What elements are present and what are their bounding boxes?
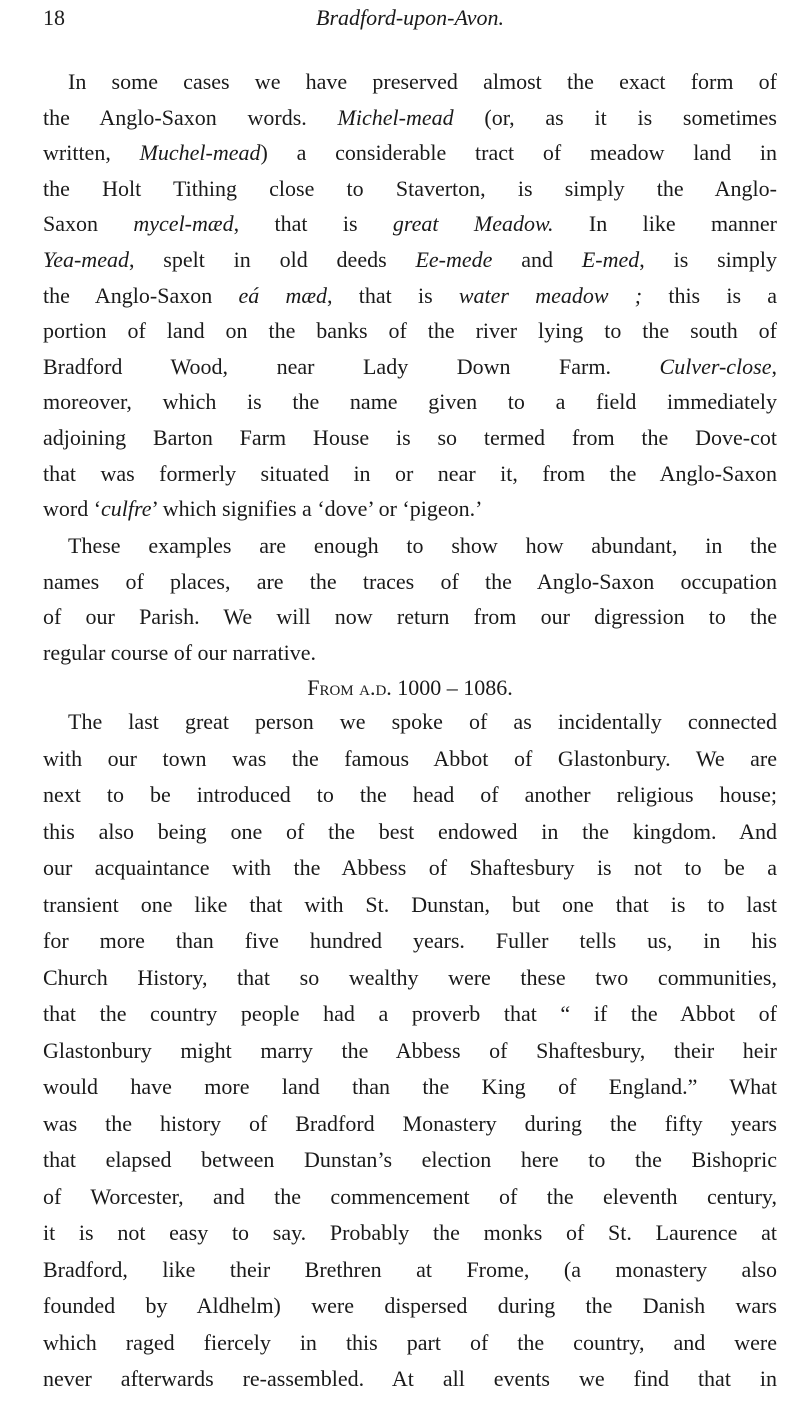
text-segment: and bbox=[492, 246, 582, 272]
text-line bbox=[43, 960, 777, 997]
text-line bbox=[43, 278, 777, 314]
text-segment: regular course of our narrative. bbox=[43, 639, 317, 665]
text-line bbox=[43, 1361, 777, 1398]
text-line bbox=[43, 887, 777, 924]
italic-term: water meadow ; bbox=[458, 282, 643, 308]
text-line bbox=[43, 1069, 777, 1106]
italic-term: Ee-mede bbox=[415, 246, 493, 272]
paragraph-2 bbox=[43, 528, 777, 670]
text-segment: this is a bbox=[642, 282, 777, 308]
text-segment: , that is bbox=[233, 211, 393, 237]
italic-term: Culver-close bbox=[659, 353, 772, 379]
text-line bbox=[43, 741, 777, 778]
text-segment: , is simply bbox=[639, 246, 777, 272]
text-segment: of our Parish. We will now return from our digression to the bbox=[43, 604, 777, 630]
text-segment: transient one like that with St. Dunstan, but one that is to last bbox=[43, 891, 777, 917]
text-segment: with our town was the famous Abbot of Glastonbury. We are bbox=[43, 745, 777, 771]
text-line bbox=[43, 850, 777, 887]
page-number: 18 bbox=[43, 5, 65, 30]
text-line bbox=[43, 564, 777, 600]
text-segment: In some cases we have preserved almost the exact form of bbox=[68, 69, 777, 94]
text-line bbox=[43, 1288, 777, 1325]
text-segment: that elapsed between Dunstan’s election here to the Bishopric bbox=[43, 1147, 777, 1172]
text-segment: which raged fiercely in this part of the country, and were bbox=[43, 1329, 777, 1355]
text-segment: moreover, which is the name given to a field immediately bbox=[43, 389, 777, 415]
text-segment: (or, as it is sometimes bbox=[453, 104, 777, 130]
italic-term: culfre bbox=[101, 496, 152, 522]
text-segment: Church History, that so wealthy were these two communities, bbox=[43, 964, 777, 990]
text-line bbox=[43, 64, 777, 100]
text-segment: word ‘ bbox=[43, 496, 102, 522]
text-segment: the Holt Tithing close to Staverton, is simply the Anglo- bbox=[43, 175, 777, 201]
text-line bbox=[43, 100, 777, 136]
text-segment: written, bbox=[43, 140, 140, 166]
text-segment: next to be introduced to the head of another religious house; bbox=[43, 782, 777, 807]
text-line bbox=[43, 171, 777, 207]
text-segment: never afterwards re-assembled. At all events we find that in bbox=[43, 1366, 777, 1391]
italic-term: great Meadow. bbox=[392, 211, 554, 237]
text-segment: names of places, are the traces of the Anglo-Saxon occupation bbox=[43, 568, 777, 594]
text-segment: Glastonbury might marry the Abbess of Shaftesbury, their heir bbox=[43, 1037, 777, 1063]
text-line bbox=[43, 1179, 777, 1216]
text-line bbox=[43, 923, 777, 960]
text-segment: , bbox=[771, 353, 777, 379]
text-segment: In like manner bbox=[553, 211, 777, 237]
italic-term: E-med bbox=[581, 246, 640, 272]
text-segment: ’ which signifies a ‘dove’ or ‘pigeon.’ bbox=[151, 496, 483, 522]
text-segment: that was formerly situated in or near it, from the Anglo-Saxon bbox=[43, 460, 777, 486]
text-line bbox=[43, 704, 777, 741]
italic-term: Muchel-mead bbox=[139, 140, 261, 166]
italic-term: Michel-mead bbox=[337, 104, 454, 130]
text-line bbox=[43, 1252, 777, 1289]
italic-term: Yea-mead bbox=[43, 246, 129, 272]
text-segment: our acquaintance with the Abbess of Shaftesbury is not to be a bbox=[43, 855, 777, 880]
text-line bbox=[43, 491, 777, 527]
italic-term: eá mæd bbox=[238, 282, 328, 308]
text-line bbox=[43, 1106, 777, 1143]
text-line bbox=[43, 635, 777, 671]
text-segment: this also being one of the best endowed in the kingdom. And bbox=[43, 818, 777, 844]
text-segment: would have more land than the King of England.” What bbox=[43, 1074, 777, 1099]
italic-term: mycel-mæd bbox=[133, 211, 234, 237]
text-segment: Saxon bbox=[43, 211, 134, 237]
text-segment: The last great person we spoke of as incidentally connected bbox=[68, 709, 777, 734]
text-segment: , spelt in old deeds bbox=[128, 246, 416, 272]
text-segment: These examples are enough to show how abundant, in the bbox=[68, 533, 777, 558]
text-segment: that the country people had a proverb that “ if the Abbot of bbox=[43, 1001, 777, 1026]
text-line bbox=[43, 242, 777, 278]
text-segment: founded by Aldhelm) were dispersed during the Danish wars bbox=[43, 1293, 777, 1318]
text-segment: the Anglo-Saxon bbox=[43, 282, 239, 308]
text-segment: for more than five hundred years. Fuller tells us, in his bbox=[43, 928, 777, 953]
text-line bbox=[43, 528, 777, 564]
text-line bbox=[43, 777, 777, 814]
text-segment: Bradford Wood, near Lady Down Farm. bbox=[43, 353, 660, 379]
text-line bbox=[43, 1142, 777, 1179]
text-line bbox=[43, 814, 777, 851]
text-line bbox=[43, 1033, 777, 1070]
text-line bbox=[43, 349, 777, 385]
text-segment: , that is bbox=[327, 282, 459, 308]
text-line bbox=[43, 313, 777, 349]
text-line bbox=[43, 599, 777, 635]
text-line bbox=[43, 1215, 777, 1252]
text-line bbox=[43, 1325, 777, 1362]
text-segment: ) a considerable tract of meadow land in bbox=[260, 140, 777, 166]
text-line bbox=[43, 996, 777, 1033]
text-segment: of Worcester, and the commencement of the eleventh century, bbox=[43, 1183, 777, 1209]
text-segment: portion of land on the banks of the river lying to the south of bbox=[43, 318, 777, 344]
running-title: Bradford-upon-Avon. bbox=[316, 5, 504, 30]
text-line bbox=[43, 456, 777, 492]
text-segment: it is not easy to say. Probably the monks of St. Laurence at bbox=[43, 1220, 777, 1245]
paragraph-3 bbox=[43, 704, 777, 1398]
text-segment: was the history of Bradford Monastery during the fifty years bbox=[43, 1110, 777, 1136]
text-line bbox=[43, 206, 777, 242]
text-line bbox=[43, 135, 777, 171]
text-line bbox=[43, 384, 777, 420]
text-line bbox=[43, 420, 777, 456]
paragraph-1 bbox=[43, 64, 777, 527]
text-segment: adjoining Barton Farm House is so termed from the Dove-cot bbox=[43, 424, 777, 450]
text-segment: Bradford, like their Brethren at Frome, (a monastery also bbox=[43, 1256, 777, 1282]
text-segment: the Anglo-Saxon words. bbox=[43, 104, 338, 130]
section-heading: From a.d. 1000 – 1086. bbox=[307, 675, 513, 700]
